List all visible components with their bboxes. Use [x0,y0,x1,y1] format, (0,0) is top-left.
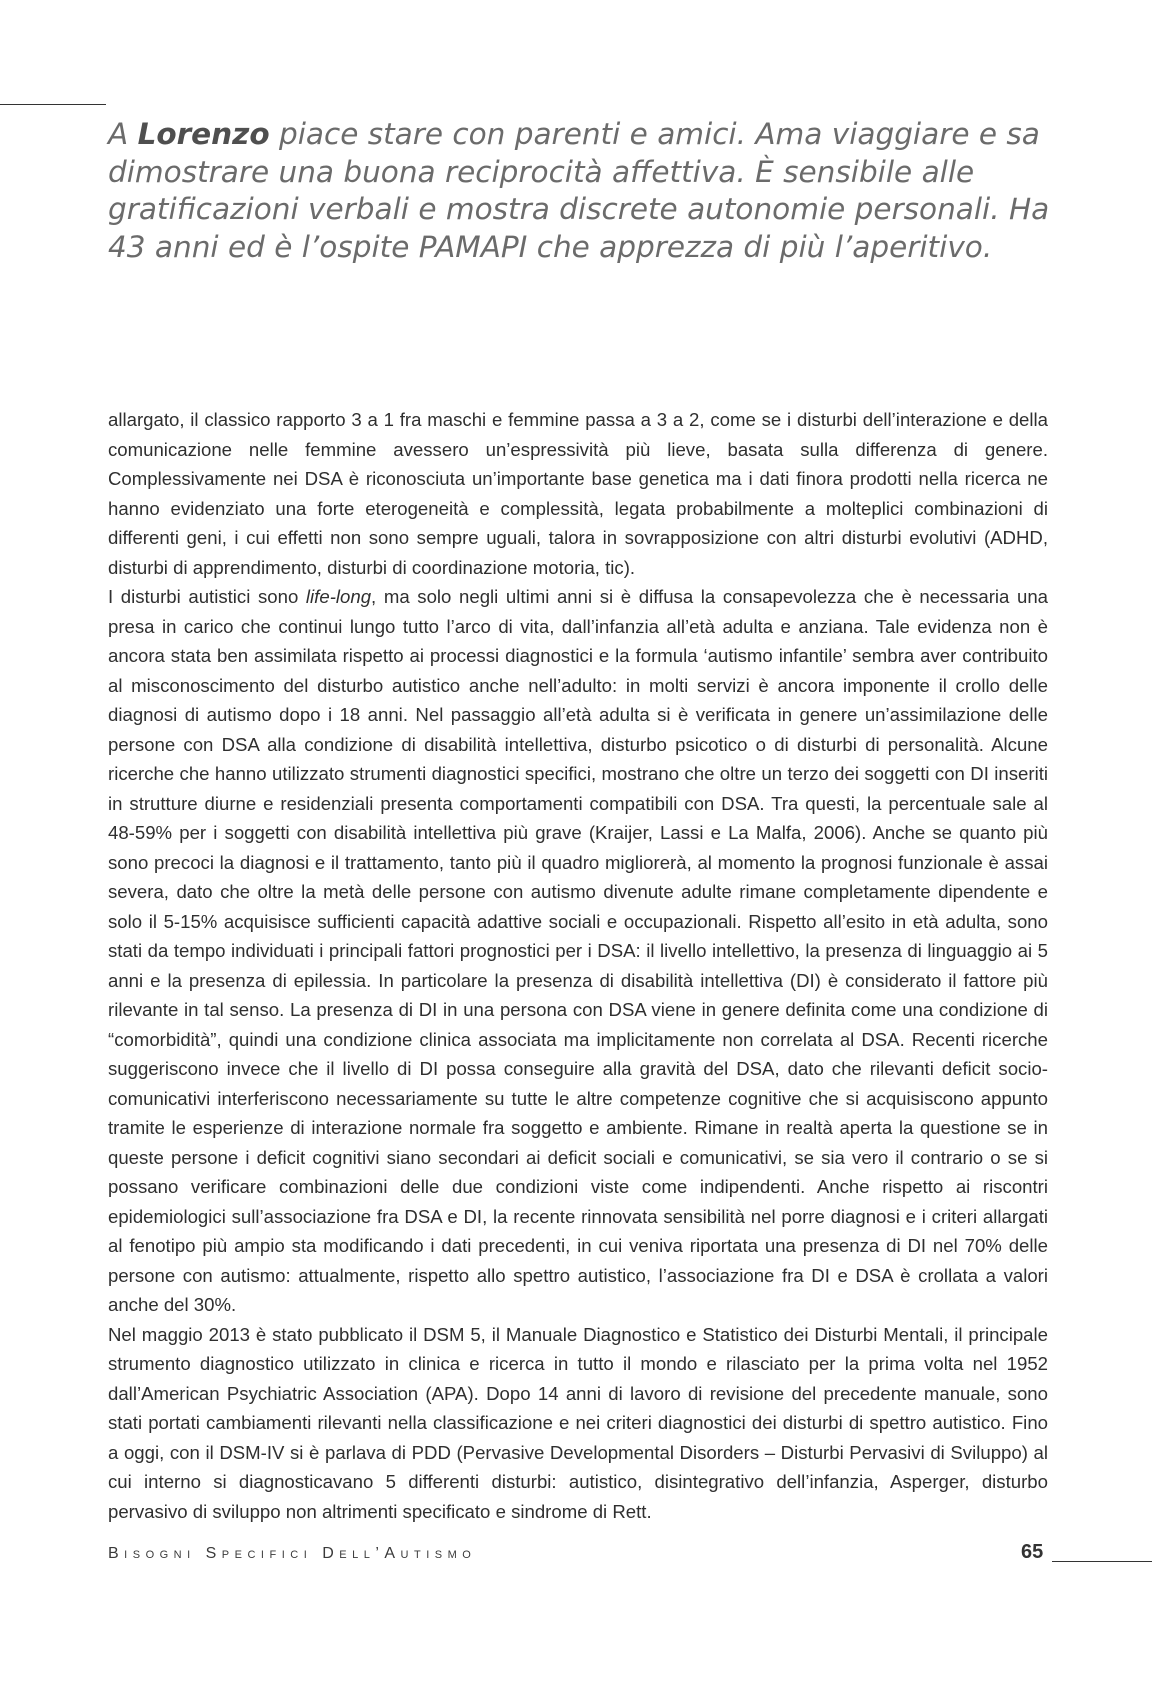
paragraph-3-text: Nel maggio 2013 è stato pubblicato il DSM 5, il Manuale Diagnostico e Statistico dei Disturbi Mentali, il principale strumento diagnostico utilizzato in clinica e ricerca in tutto il mondo e rilasciato per la prima volta nel 1952 dall’American Psychiatric Association (APA). Dopo 14 anni di lavoro di revisione del precedente manuale, sono stati portati cambiamenti rilevanti nella classificazione e nei criteri diagnostici dei disturbi di spettro autistico. Fino a oggi, con il DSM-IV si è parlava di PDD (Pervasive Developmental Disorders – Disturbi Pervasivi di Sviluppo) al cui interno si diagnosticavano 5 differenti disturbi: autistico, disintegrativo dell’infanzia, Asperger, disturbo pervasivo di sviluppo non altrimenti specificato e sindrome di Rett. [108,1323,1048,1522]
paragraph-1-text: allargato, il classico rapporto 3 a 1 fra maschi e femmine passa a 3 a 2, come se i disturbi dell’interazione e della comunicazione nelle femmine avessero un’espressività più lieve, basata sulla differenza di genere. Complessivamente nei DSA è riconosciuta un’importante base genetica ma i dati finora prodotti nella ricerca ne hanno evidenziato una forte eterogeneità e complessità, legata probabilmente a molteplici combinazioni di differenti geni, i cui effetti non sono sempre uguali, talora in sovrapposizione con altri disturbi evolutivi (ADHD, disturbi di apprendimento, disturbi di coordinazione motoria, tic). [108,409,1048,578]
bottom-right-rule [1052,1561,1152,1562]
body-text [108,405,1048,1526]
paragraph-1 [108,405,1048,582]
paragraph-3 [108,1320,1048,1527]
pull-quote [108,116,1058,266]
quote-prefix: A [108,117,138,151]
paragraph-2 [108,582,1048,1320]
quote-name: Lorenzo [137,117,270,151]
paragraph-2-emphasis: life-long [305,586,372,607]
page-number: 65 [1021,1541,1044,1563]
paragraph-2-text-end: , ma solo negli ultimi anni si è diffusa la consapevolezza che è necessaria una presa in carico che continui lungo tutto l’arco di vita, dall’infanzia all’età adulta e anziana. Tale evidenza non è ancora stata ben assimilata rispetto ai processi diagnostici e la formula ‘autismo infantile’ sembra aver contribuito al misconoscimento del disturbo autistico anche nell’adulto: in molti servizi è ancora imponente il crollo delle diagnosi di autismo dopo i 18 anni. Nel passaggio all’età adulta si è verificata in genere un’assimilazione delle persone con DSA alla condizione di disabilità intellettiva, disturbo psicotico o di disturbi di personalità. Alcune ricerche che hanno utilizzato strumenti diagnostici specifici, mostrano che oltre un terzo dei soggetti con DI inseriti in strutture diurne e residenziali presenta comportamenti compatibili con DSA. Tra questi, la percentuale sale al 48-59% per i soggetti con disabilità intellettiva più grave (Kraijer, Lassi e La Malfa, 2006). Anche se quanto più sono precoci la diagnosi e il trattamento, tanto più il quadro migliorerà, al momento la prognosi funzionale è assai severa, dato che oltre la metà delle persone con autismo divenute adulte rimane completamente dipendente e solo il 5-15% acquisisce sufficienti capacità adattive sociali e occupazionali. Rispetto all’esito in età adulta, sono stati da tempo individuati i principali fattori prognostici per i DSA: il livello intellettivo, la presenza di linguaggio ai 5 anni e la presenza di epilessia. In particolare la presenza di disabilità intellettiva (DI) è considerato il fattore più rilevante in tal senso. La presenza di DI in una persona con DSA viene in genere definita come una condizione di “comorbidità”, quindi una condizione clinica associata ma implicitamente non correlata al DSA. Recenti ricerche suggeriscono invece che il livello di DI possa conseguire alla gravità del DSA, dato che rilevanti deficit socio-comunicativi interferiscono necessariamente su tutte le altre competenze cognitive che si acquisiscono appunto tramite le esperienze di interazione normale fra soggetto e ambiente. Rimane in realtà aperta la questione se in queste persone i deficit cognitivi siano secondari ai deficit sociali e comunicativi, se sia vero il contrario o se si possano verificare combinazioni delle due condizioni viste come indipendenti. Anche rispetto ai riscontri epidemiologici sull’associazione fra DSA e DI, la recente rinnovata sensibilità nel porre diagnosi e i criteri allargati al fenotipo più ampio sta modificando i dati precedenti, in cui veniva riportata una presenza di DI nel 70% delle persone con autismo: attualmente, rispetto allo spettro autistico, l’associazione fra DI e DSA è crollata a valori anche del 30%. [108,586,1048,1315]
quote-text: piace stare con parenti e amici. Ama viaggiare e sa dimostrare una buona reciprocità affettiva. È sensibile alle gratificazioni verbali e mostra discrete autonomie personali. Ha 43 anni ed è l’ospite PAMAPI che apprezza di più l’aperitivo. [108,117,1050,264]
top-left-rule [0,104,106,105]
paragraph-2-text-start: I disturbi autistici sono [108,586,306,607]
running-footer-title: Bisogni Specifici Dell’Autismo [108,1545,477,1562]
